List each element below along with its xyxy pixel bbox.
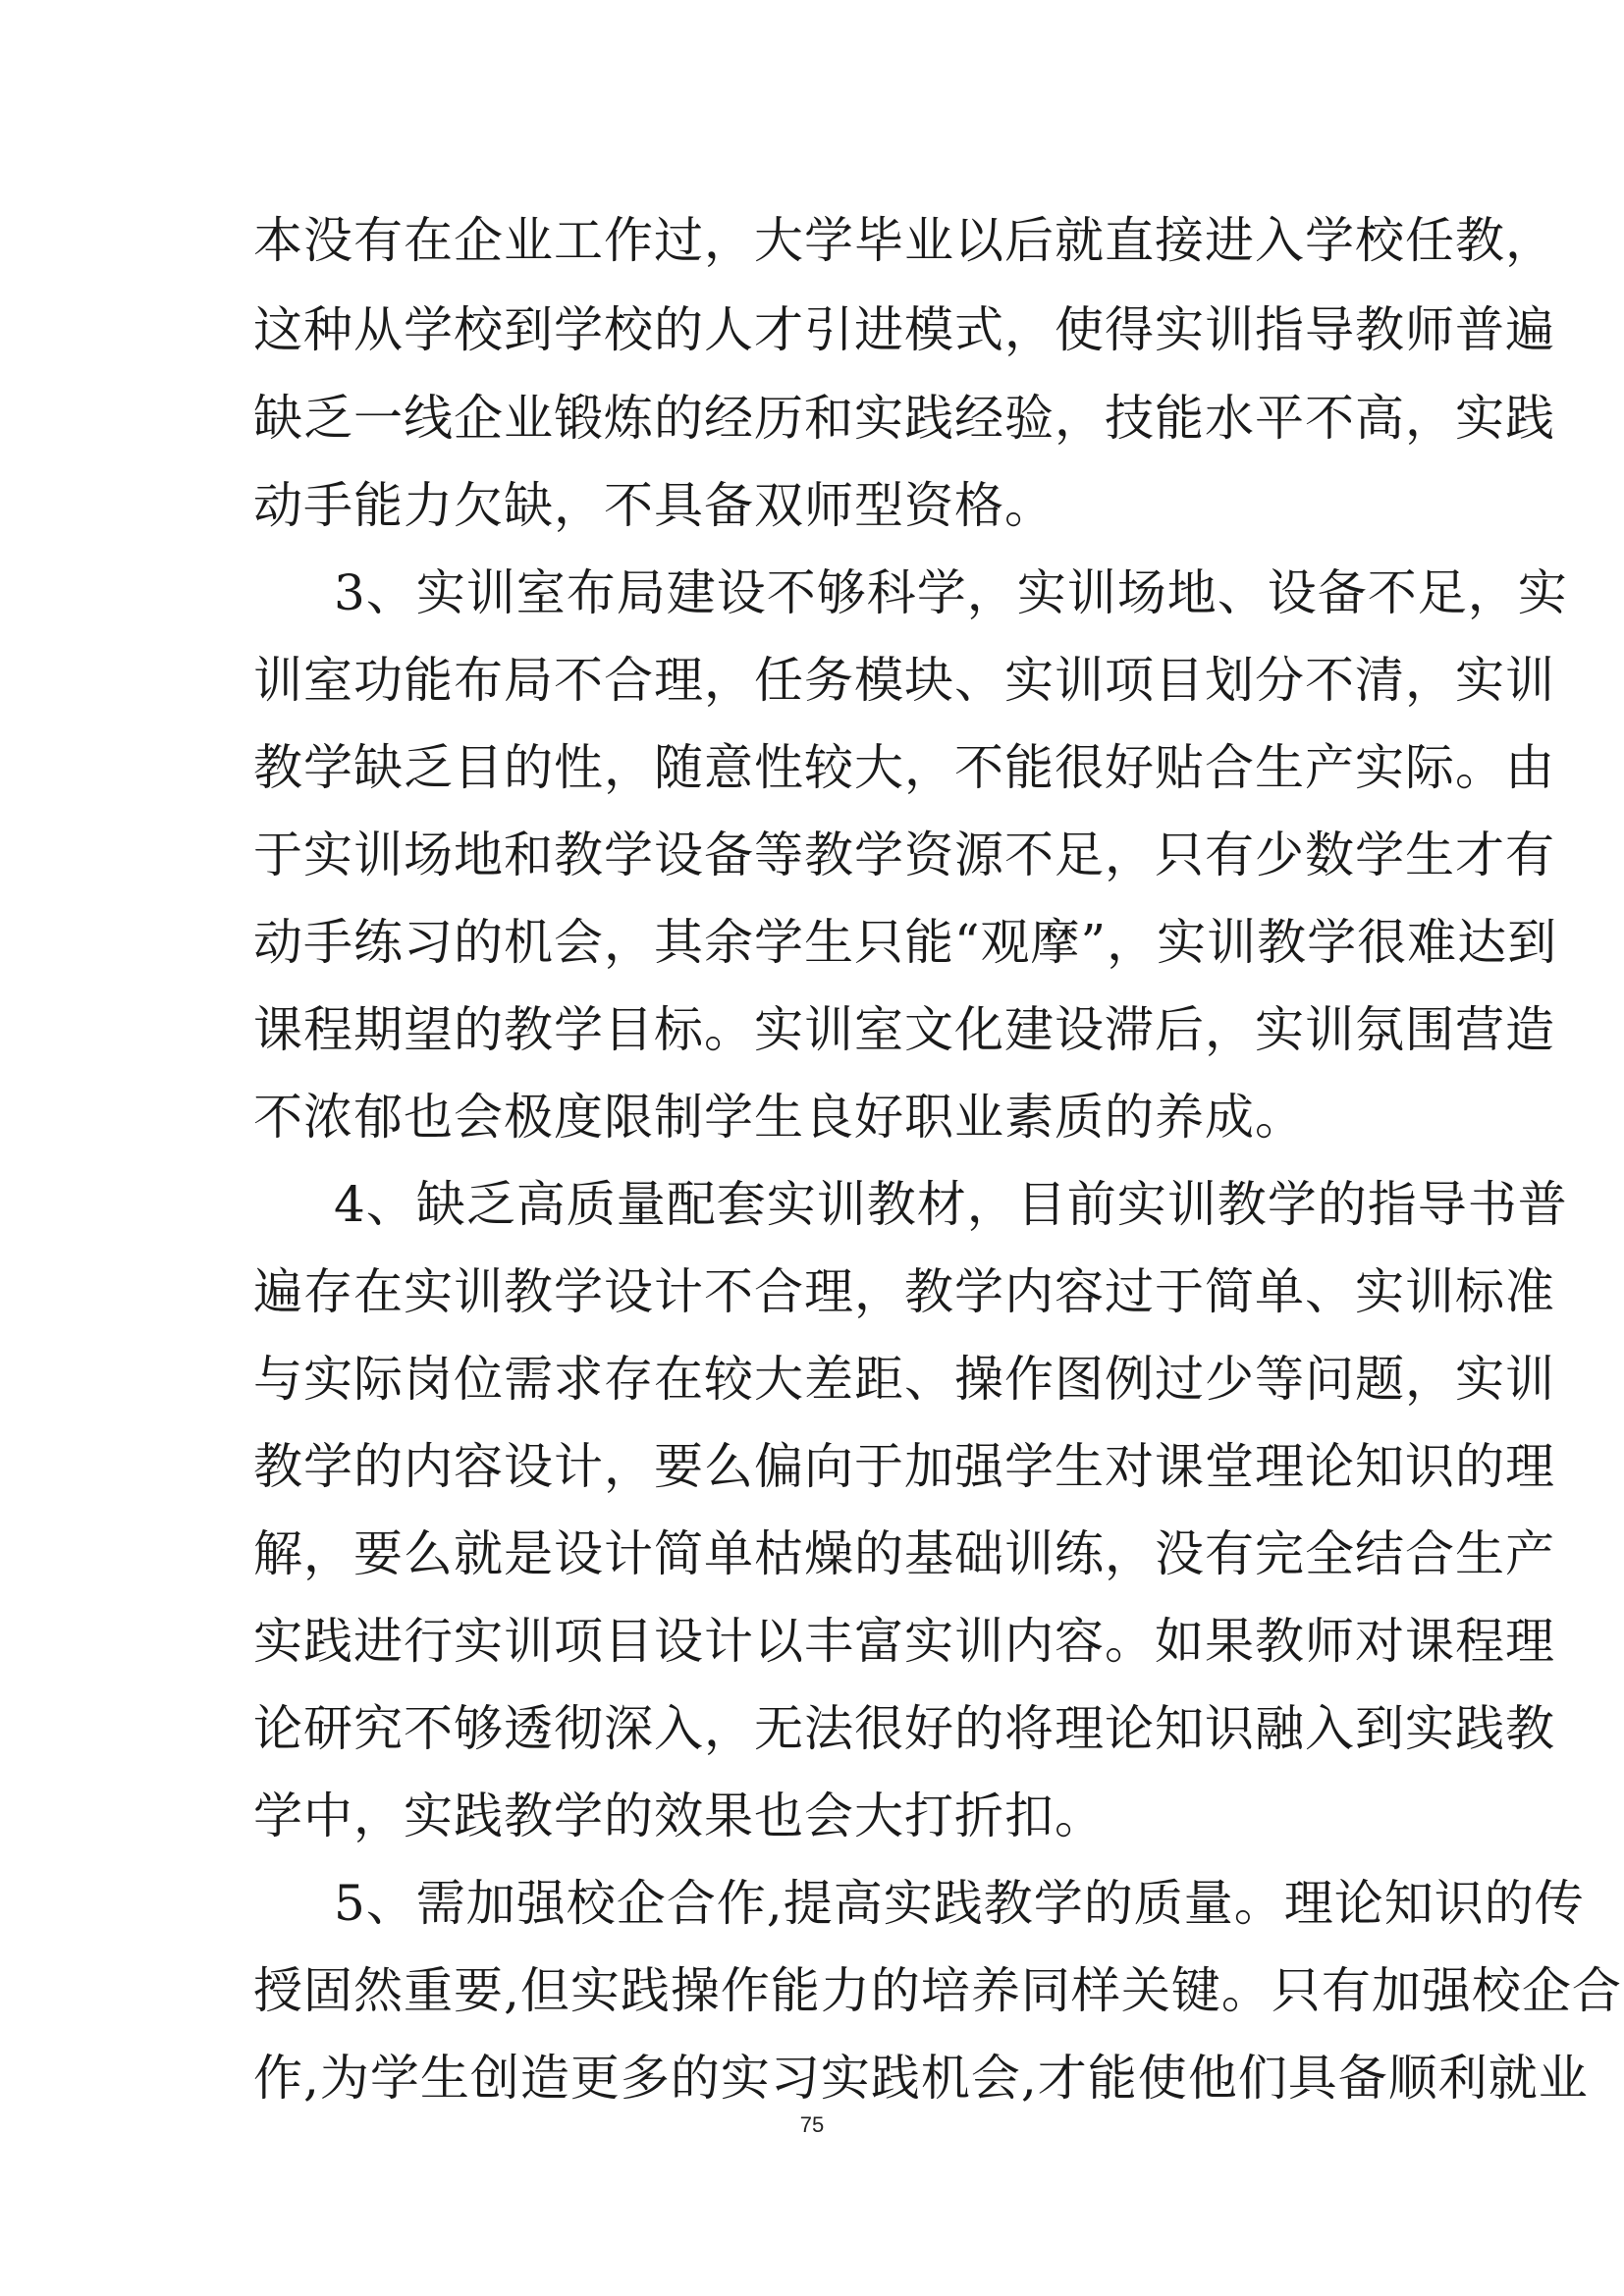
body-text-line: 动手练习的机会，其余学生只能“观摩”，实训教学很难达到	[253, 914, 1558, 971]
body-text-line: 本没有在企业工作过，大学毕业以后就直接进入学校任教，	[253, 212, 1555, 269]
body-text-line: 课程期望的教学目标。实训室文化建设滞后，实训氛围营造	[253, 1001, 1555, 1058]
body-text-line: 遍存在实训教学设计不合理，教学内容过于简单、实训标准	[253, 1263, 1555, 1320]
body-text-line: 授固然重要,但实践操作能力的培养同样关键。只有加强校企合	[253, 1962, 1622, 2019]
paragraph-4-first-line: 4、缺乏高质量配套实训教材，目前实训教学的指导书普	[334, 1176, 1568, 1233]
body-text-line: 教学的内容设计，要么偏向于加强学生对课堂理论知识的理	[253, 1438, 1555, 1495]
body-text-line: 与实际岗位需求存在较大差距、操作图例过少等问题，实训	[253, 1351, 1555, 1408]
body-text-line: 作,为学生创造更多的实习实践机会,才能使他们具备顺利就业	[253, 2050, 1589, 2107]
body-text-line: 这种从学校到学校的人才引进模式，使得实训指导教师普遍	[253, 301, 1555, 358]
page-number: 75	[799, 2112, 825, 2137]
paragraph-3-first-line: 3、实训室布局建设不够科学，实训场地、设备不足，实	[334, 564, 1568, 621]
paragraph-5-first-line: 5、需加强校企合作,提高实践教学的质量。理论知识的传	[334, 1875, 1585, 1932]
body-text-line: 不浓郁也会极度限制学生良好职业素质的养成。	[253, 1089, 1305, 1146]
body-text-line: 训室功能布局不合理，任务模块、实训项目划分不清，实训	[253, 652, 1555, 709]
body-text-line: 学中，实践教学的效果也会大打折扣。	[253, 1788, 1105, 1844]
body-text-line: 缺乏一线企业锻炼的经历和实践经验，技能水平不高，实践	[253, 390, 1555, 447]
body-text-line: 解，要么就是设计简单枯燥的基础训练，没有完全结合生产	[253, 1525, 1555, 1582]
body-text-line: 论研究不够透彻深入，无法很好的将理论知识融入到实践教	[253, 1700, 1555, 1757]
body-text-line: 动手能力欠缺，不具备双师型资格。	[253, 477, 1055, 534]
body-text-line: 教学缺乏目的性，随意性较大，不能很好贴合生产实际。由	[253, 739, 1555, 796]
body-text-line: 实践进行实训项目设计以丰富实训内容。如果教师对课程理	[253, 1613, 1555, 1670]
body-text-line: 于实训场地和教学设备等教学资源不足，只有少数学生才有	[253, 827, 1555, 883]
